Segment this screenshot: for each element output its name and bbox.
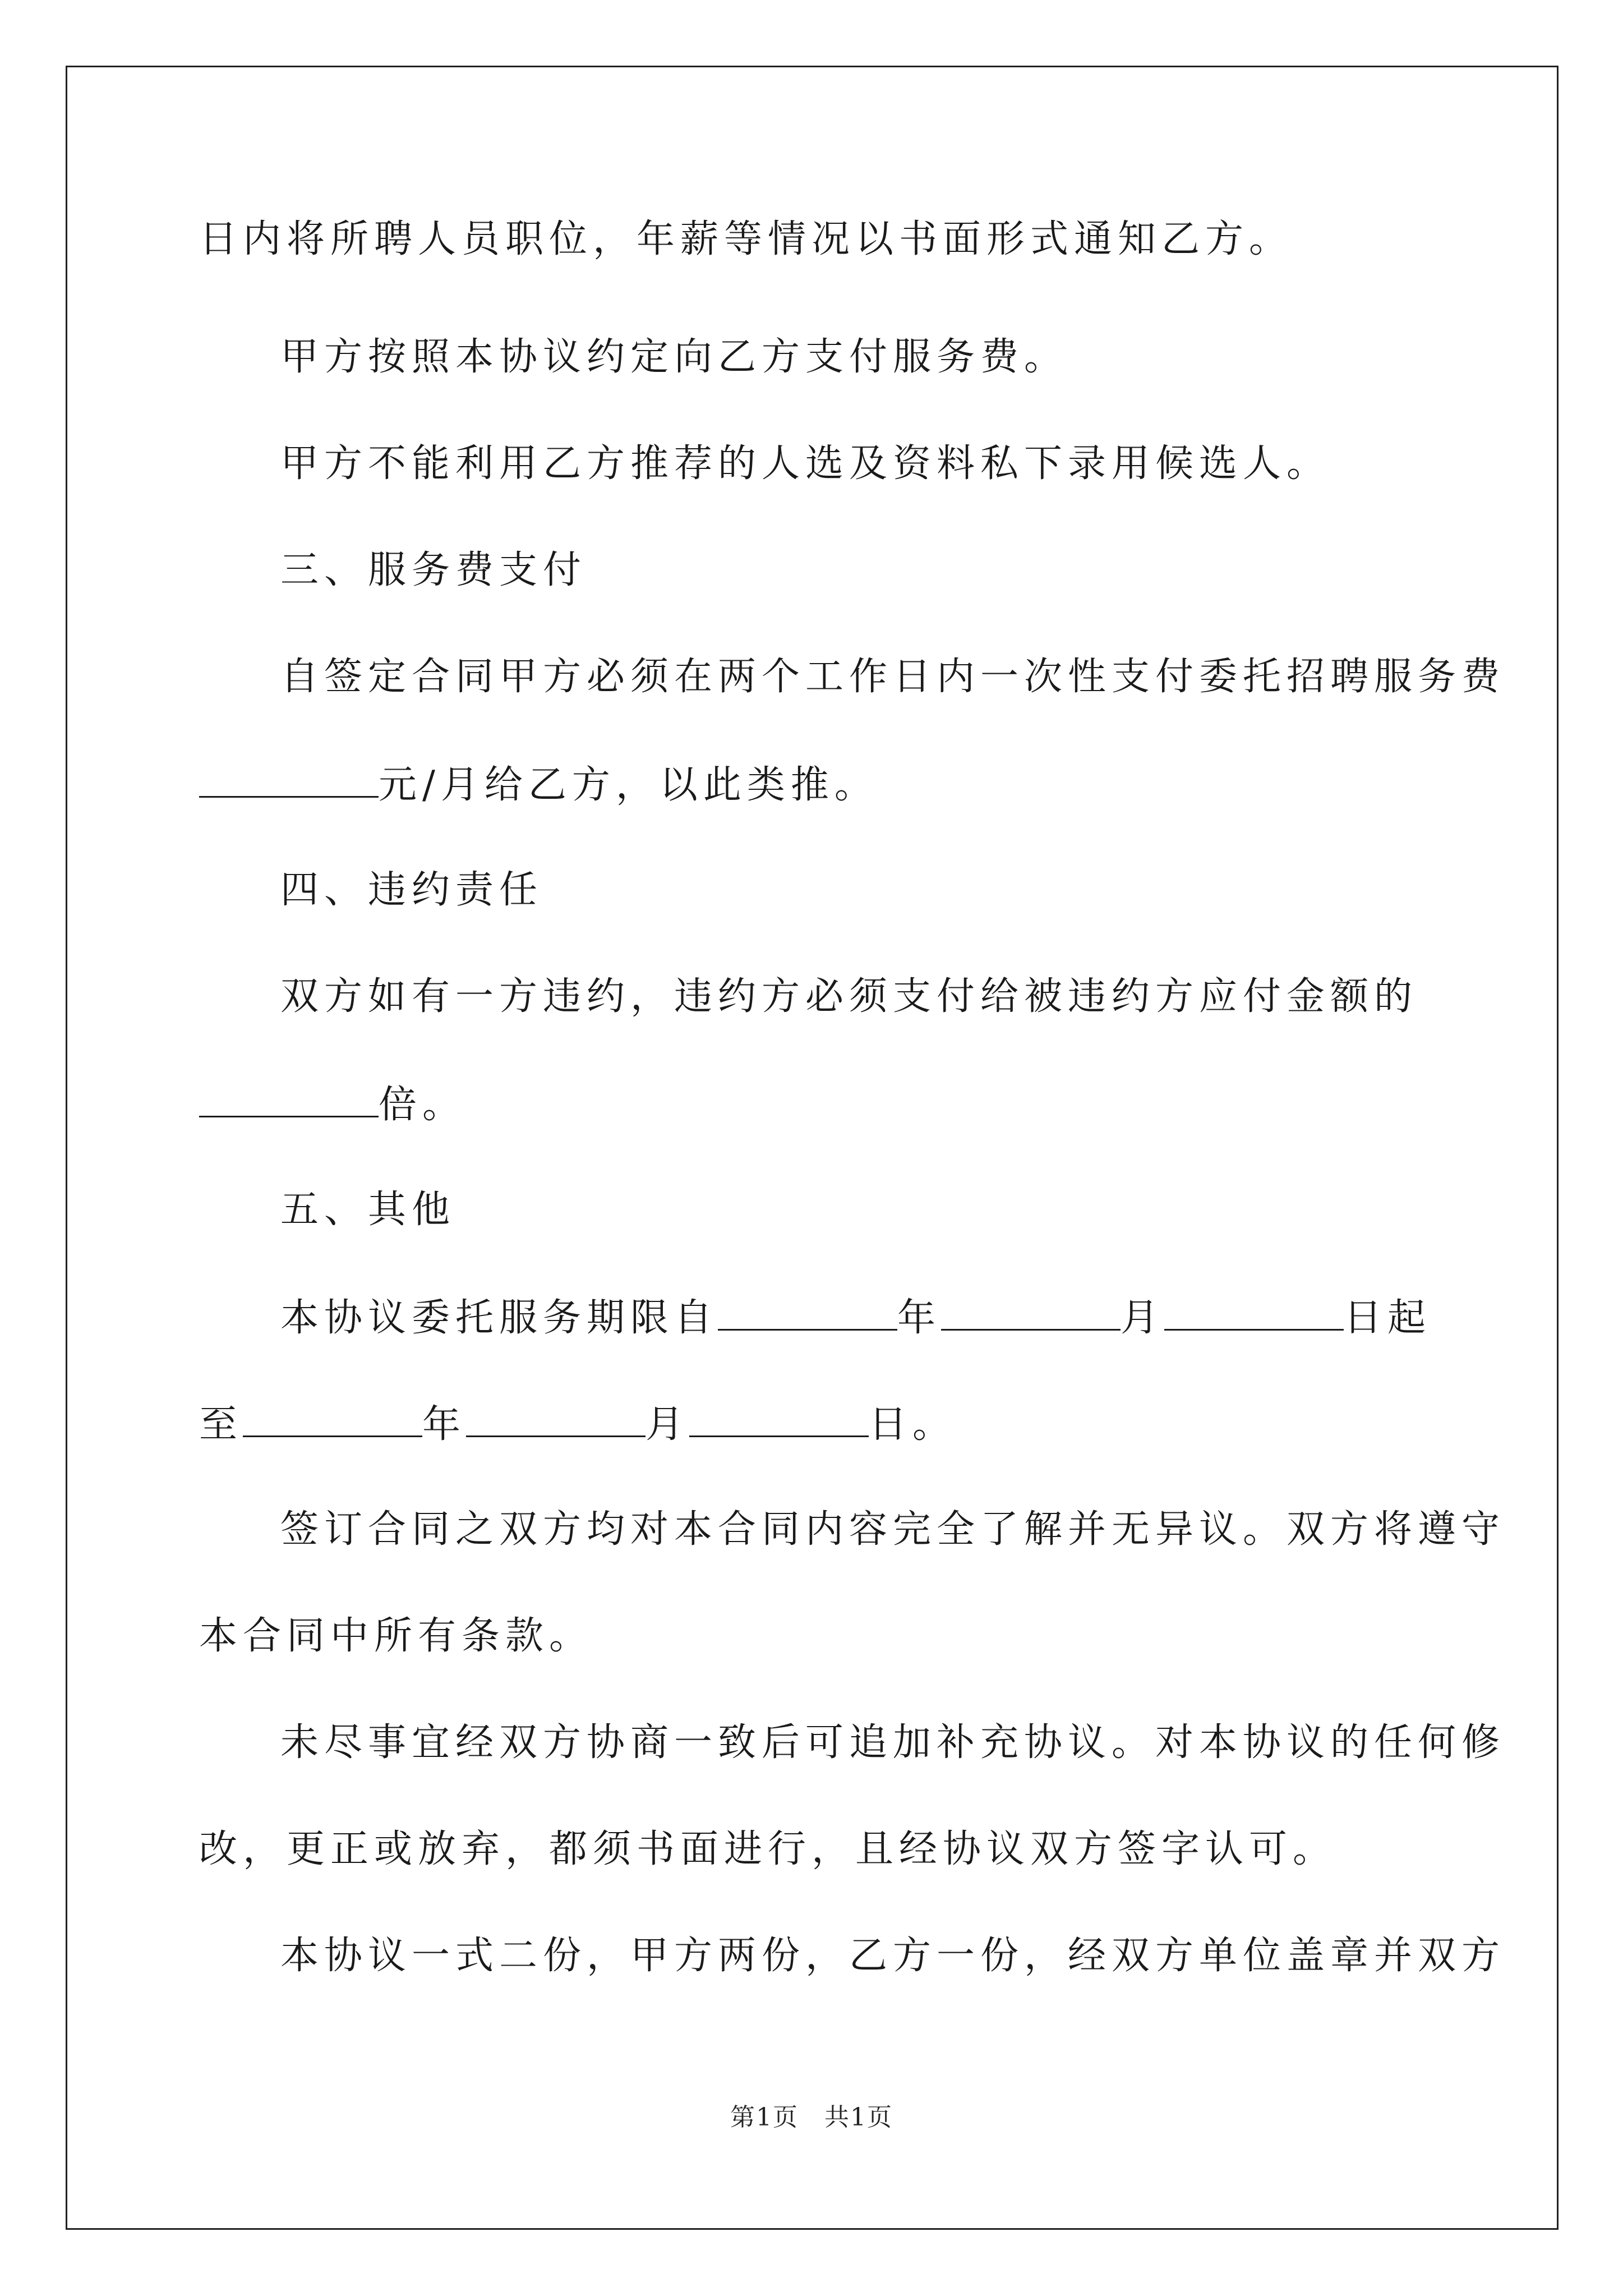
page-footer: 第1页 共1页 (730, 2103, 893, 2132)
section-heading: 三、服务费支付 (280, 548, 587, 592)
paragraph-line: 甲方按照本协议约定向乙方支付服务费。 (280, 335, 1068, 379)
section-heading: 五、其他 (280, 1188, 456, 1232)
paragraph-line (199, 761, 878, 808)
line-text: 本协议委托服务期限自 (280, 1296, 718, 1340)
line-text: 元/月给乙方，以此类推。 (379, 763, 878, 807)
line-text: 至 (199, 1402, 243, 1447)
line-text: 月 (645, 1402, 690, 1447)
paragraph-line: 甲方不能利用乙方推荐的人选及资料私下录用候选人。 (280, 441, 1331, 486)
paragraph-line: 日内将所聘人员职位，年薪等情况以书面形式通知乙方。 (199, 217, 1293, 261)
line-text: 日。 (869, 1402, 957, 1447)
blank-field (466, 1401, 645, 1437)
paragraph-line (280, 1294, 1431, 1341)
blank-field (199, 761, 379, 798)
paragraph-line (199, 1081, 466, 1128)
page-frame (66, 66, 1559, 2230)
paragraph-line: 未尽事宜经双方协商一致后可追加补充协议。对本协议的任何修 (280, 1720, 1506, 1765)
paragraph-line: 签订合同之双方均对本合同内容完全了解并无异议。双方将遵守 (280, 1507, 1506, 1552)
line-text: 年 (422, 1402, 467, 1447)
line-text: 年 (897, 1296, 942, 1340)
paragraph-line: 本合同中所有条款。 (199, 1614, 593, 1658)
blank-field (199, 1081, 379, 1117)
blank-field (1164, 1294, 1344, 1331)
paragraph-line: 自签定合同甲方必须在两个工作日内一次性支付委托招聘服务费 (280, 655, 1506, 699)
blank-field (718, 1294, 897, 1331)
section-heading: 四、违约责任 (280, 868, 543, 912)
paragraph-line: 双方如有一方违约，违约方必须支付给被违约方应付金额的 (280, 974, 1418, 1019)
line-text: 日起 (1344, 1296, 1432, 1340)
paragraph-line (199, 1401, 956, 1447)
line-text: 月 (1121, 1296, 1165, 1340)
blank-field (243, 1401, 422, 1437)
blank-field (941, 1294, 1121, 1331)
line-text: 倍。 (379, 1083, 467, 1127)
paragraph-line: 改，更正或放弃，都须书面进行，且经协议双方签字认可。 (199, 1827, 1337, 1871)
paragraph-line: 本协议一式二份，甲方两份，乙方一份，经双方单位盖章并双方 (280, 1934, 1506, 1978)
blank-field (689, 1401, 869, 1437)
